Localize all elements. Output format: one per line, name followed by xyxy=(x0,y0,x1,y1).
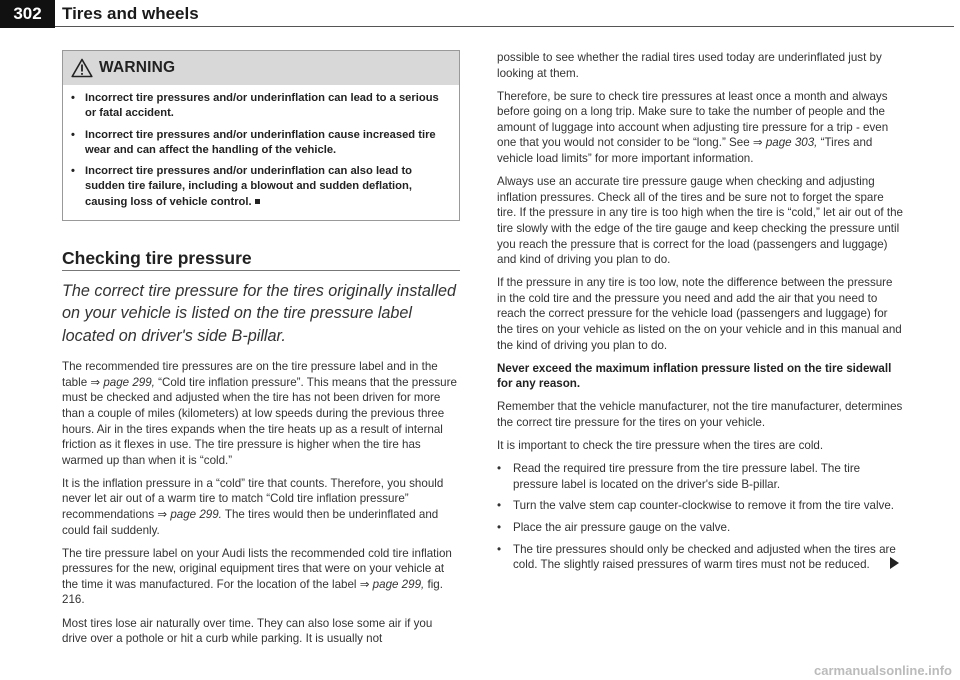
paragraph: If the pressure in any tire is too low, note the difference between the pressure in the cold tire and the pressure you need and add the air that you need to reach the correct pressure for the vehicle load (passengers and luggage) for the tires on your vehicle as listed on the on your vehicle and in this manual and the kind of driving you plan to do. xyxy=(497,276,902,352)
page-reference-link[interactable]: page 299, xyxy=(103,375,155,389)
warning-text: Incorrect tire pressures and/or underinflation can lead to a serious or fatal accident. xyxy=(85,92,439,120)
section-title: Tires and wheels xyxy=(62,4,199,23)
page-number: 302 xyxy=(0,0,55,28)
bullet-icon: • xyxy=(497,499,502,513)
right-column xyxy=(497,50,903,579)
paragraph: Therefore, be sure to check tire pressures at least once a month and always before going on a long trip. Make sure to take the number of people and the amount of luggage into account when adjusting tire pressure for a trip - even one that you would not consider to be “long.” See ⇒ page 303, “Tires and vehicle load limits” for more important information. xyxy=(497,89,889,166)
warning-item xyxy=(71,91,451,122)
section-heading: Checking tire pressure xyxy=(62,251,460,271)
list-item xyxy=(497,520,903,536)
end-of-section-icon xyxy=(255,199,260,204)
warning-triangle-icon xyxy=(71,58,93,78)
bullet-icon: • xyxy=(497,542,502,556)
section-intro: The correct tire pressure for the tires originally installed on your vehicle is listed on the tire pressure label located on driver's side B-pillar. xyxy=(62,281,457,345)
left-column xyxy=(62,50,460,654)
paragraph: possible to see whether the radial tires used today are underinflated just by looking at them. xyxy=(497,51,882,80)
list-item-text: The tire pressures should only be checked and adjusted when the tires are cold. The slightly raised pressures of warm tires must not be reduced. xyxy=(513,542,896,572)
page-reference-link[interactable]: page 299. xyxy=(170,508,222,522)
watermark: carmanualsonline.info xyxy=(814,663,952,678)
list-item xyxy=(497,461,903,492)
warning-item xyxy=(71,128,451,159)
bullet-icon: • xyxy=(71,128,75,141)
page-reference-link[interactable]: page 299, xyxy=(372,577,425,591)
warning-header xyxy=(63,51,459,85)
paragraph: The tire pressure label on your Audi lists the recommended cold tire inflation pressures for the new, original equipment tires that were on your vehicle at the time it was manufactured. For the location of the label ⇒ page 299, fig. 216. xyxy=(62,546,452,607)
list-item xyxy=(497,542,903,573)
list-item-text: Read the required tire pressure from the tire pressure label. The tire pressure label is located on the driver's side B-pillar. xyxy=(513,462,861,491)
paragraph: Remember that the vehicle manufacturer, not the tire manufacturer, determines the correct tire pressure for the tires on your vehicle. xyxy=(497,400,903,429)
warning-item xyxy=(71,164,451,210)
bullet-icon: • xyxy=(71,92,75,104)
paragraph: The recommended tire pressures are on the tire pressure label and in the table ⇒ page 299, “Cold tire inflation pressure”. This means that the pressure must be checked and adjusted when the tire has not been driven for more than a couple of miles (kilometers) at low speeds during the previous three hours. Air in the tires expands when the tire heats up as a result of internal friction as it flexes in use. The tire pressure is higher when the tire has warmed up than when it is “cold.” xyxy=(62,360,457,467)
warning-text: Incorrect tire pressures and/or underinflation can also lead to sudden tire failure, including a blowout and sudden deflation, causing loss of vehicle control. xyxy=(85,165,413,208)
paragraph: It is the inflation pressure in a “cold” tire that counts. Therefore, you should never let air out of a warm tire to match “Cold tire inflation pressure” recommendations ⇒ page 299. The tires would then be underinflated and could fail suddenly. xyxy=(62,476,444,537)
header-rule xyxy=(55,26,954,27)
list-item-text: Turn the valve stem cap counter-clockwise to remove it from the tire valve. xyxy=(513,499,895,513)
bullet-icon: • xyxy=(71,165,75,178)
continue-arrow-icon xyxy=(890,557,899,569)
page-reference-link[interactable]: page 303, xyxy=(765,136,818,150)
warning-box xyxy=(62,50,460,221)
list-item xyxy=(497,498,903,514)
paragraph: Most tires lose air naturally over time. They can also lose some air if you drive over a pothole or hit a curb while parking. It is usually not xyxy=(62,616,433,646)
warning-body xyxy=(63,85,459,220)
warning-text: Incorrect tire pressures and/or underinflation cause increased tire wear and can affect the handling of the vehicle. xyxy=(85,128,436,156)
bullet-icon: • xyxy=(497,520,502,534)
bullet-icon: • xyxy=(497,462,502,476)
bold-notice: Never exceed the maximum inflation pressure listed on the tire sidewall for any reason. xyxy=(497,361,892,391)
warning-title: WARNING xyxy=(99,59,176,77)
paragraph: Always use an accurate tire pressure gauge when checking and adjusting inflation pressures. Check all of the tires and be sure not to forget the spare tire. If the pressure in any tire is too high when the tire is “cold,” let air out of the tire slowly with the edge of the tire gauge and keep checking the pressure until you reach the pressure that is correct for the load (passengers and luggage) and kind of driving you plan to do. xyxy=(497,175,903,267)
paragraph: It is important to check the tire pressure when the tires are cold. xyxy=(497,439,824,453)
list-item-text: Place the air pressure gauge on the valve. xyxy=(513,520,731,534)
